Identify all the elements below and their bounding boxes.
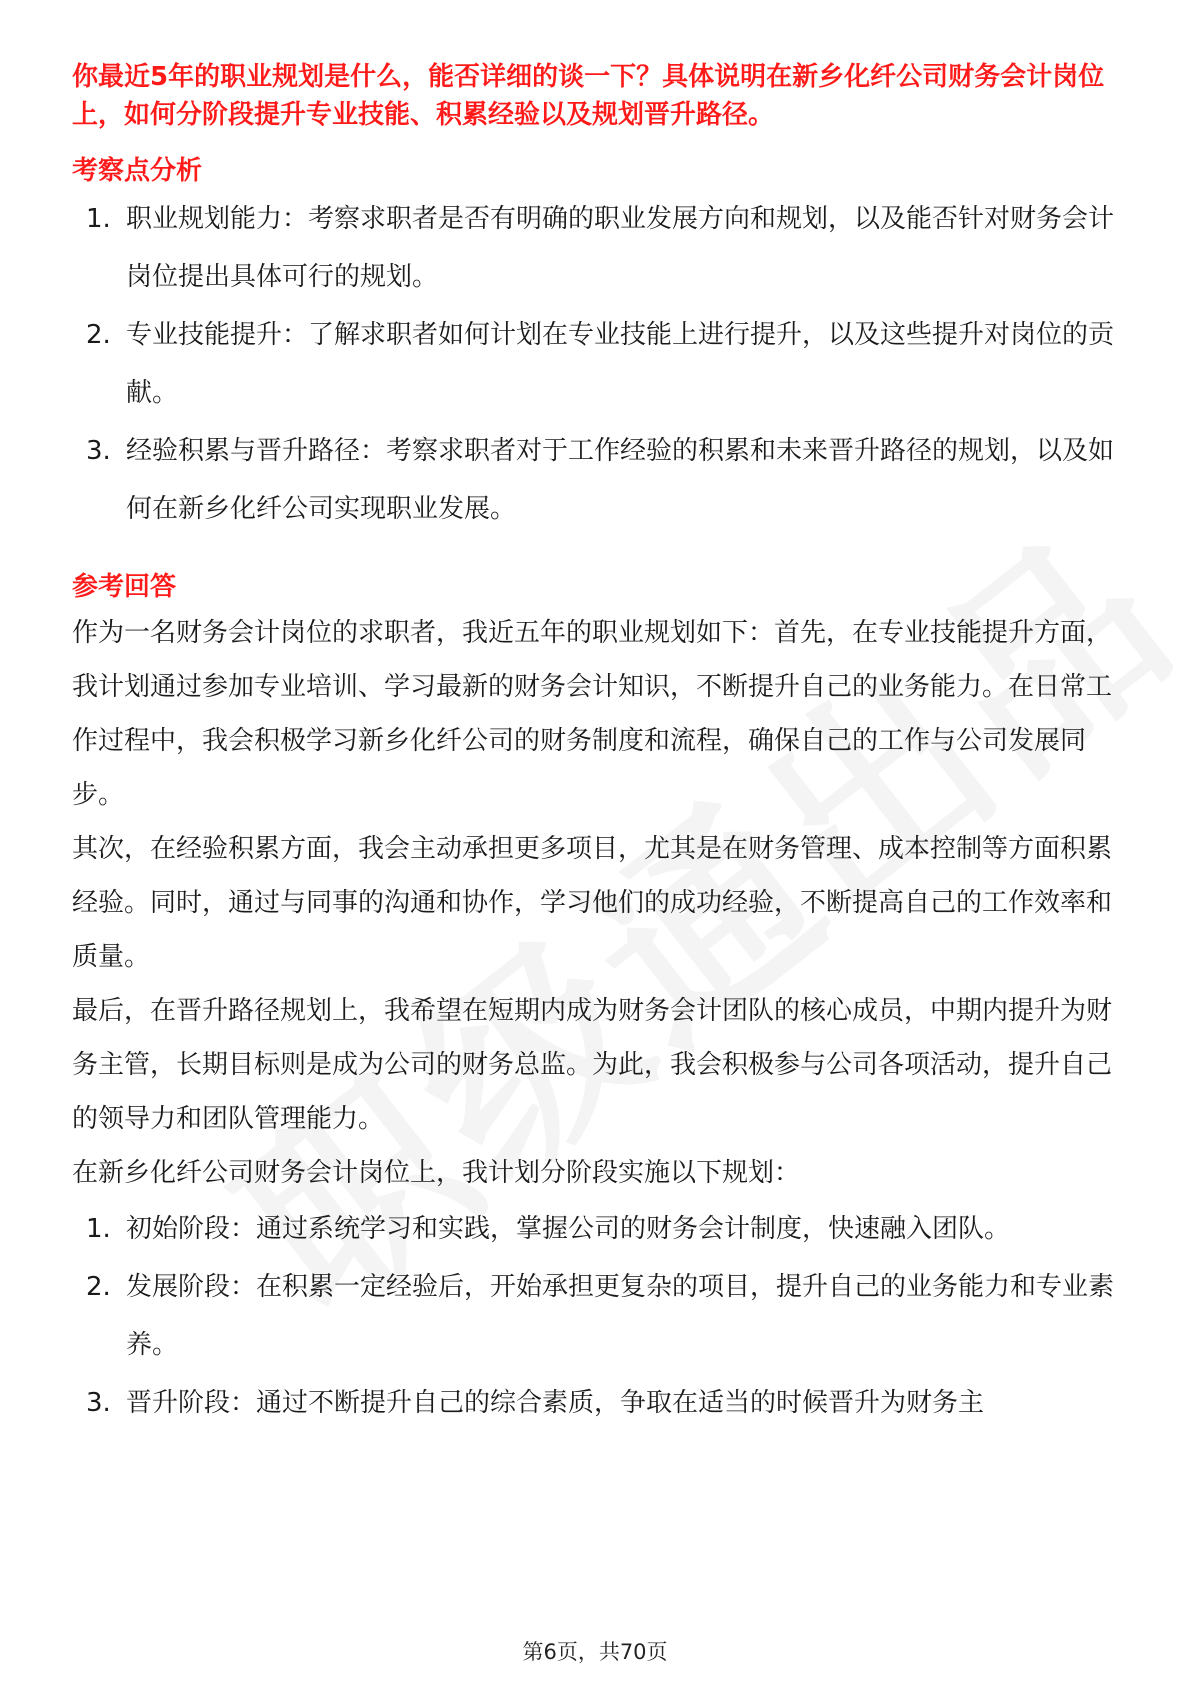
list-item-number: 2. xyxy=(86,1272,111,1302)
list-item-text: 晋升阶段：通过不断提升自己的综合素质，争取在适当的时候晋升为财务主 xyxy=(126,1388,985,1418)
page-number-footer: 第6页，共70页 xyxy=(522,1640,668,1664)
answer-paragraph: 作为一名财务会计岗位的求职者，我近五年的职业规划如下：首先，在专业技能提升方面，我计划通过参加专业培训、学习最新的财务会计知识，不断提升自己的业务能力。在日常工作过程中，我会积极学习新乡化纤公司的财务制度和流程，确保自己的工作与公司发展同步。 xyxy=(72,618,1113,810)
answer-paragraph: 最后，在晋升路径规划上，我希望在短期内成为财务会计团队的核心成员，中期内提升为财务主管，长期目标则是成为公司的财务总监。为此，我会积极参与公司各项活动，提升自己的领导力和团队管理能力。 xyxy=(72,996,1113,1134)
list-item-text: 专业技能提升：了解求职者如何计划在专业技能上进行提升，以及这些提升对岗位的贡献。 xyxy=(126,320,1115,408)
page-content xyxy=(72,58,1122,1432)
list-item-number: 1. xyxy=(86,204,111,234)
plan-list xyxy=(72,1200,1122,1432)
list-item xyxy=(72,1258,1122,1374)
list-item-number: 1. xyxy=(86,1214,111,1244)
analysis-list xyxy=(72,190,1122,538)
list-item xyxy=(72,1374,1122,1432)
list-item-number: 3. xyxy=(86,1388,111,1418)
analysis-title: 考察点分析 xyxy=(72,156,203,186)
list-item-number: 2. xyxy=(86,320,111,350)
list-item xyxy=(72,1200,1122,1258)
answer-title: 参考回答 xyxy=(72,572,177,602)
list-item xyxy=(72,190,1122,306)
list-item-text: 职业规划能力：考察求职者是否有明确的职业发展方向和规划，以及能否针对财务会计岗位提出具体可行的规划。 xyxy=(126,204,1115,292)
list-item-text: 发展阶段：在积累一定经验后，开始承担更复杂的项目，提升自己的业务能力和专业素养。 xyxy=(126,1272,1115,1360)
list-item-text: 经验积累与晋升路径：考察求职者对于工作经验的积累和未来晋升路径的规划，以及如何在新乡化纤公司实现职业发展。 xyxy=(126,436,1115,524)
answer-paragraph: 其次，在经验积累方面，我会主动承担更多项目，尤其是在财务管理、成本控制等方面积累经验。同时，通过与同事的沟通和协作，学习他们的成功经验，不断提高自己的工作效率和质量。 xyxy=(72,834,1113,972)
list-item xyxy=(72,306,1122,422)
list-item xyxy=(72,422,1122,538)
interview-question: 你最近5年的职业规划是什么，能否详细的谈一下？具体说明在新乡化纤公司财务会计岗位上，如何分阶段提升专业技能、积累经验以及规划晋升路径。 xyxy=(72,62,1105,130)
answer-paragraph: 在新乡化纤公司财务会计岗位上，我计划分阶段实施以下规划： xyxy=(72,1158,801,1188)
list-item-number: 3. xyxy=(86,436,111,466)
list-item-text: 初始阶段：通过系统学习和实践，掌握公司的财务会计制度，快速融入团队。 xyxy=(126,1214,1011,1244)
